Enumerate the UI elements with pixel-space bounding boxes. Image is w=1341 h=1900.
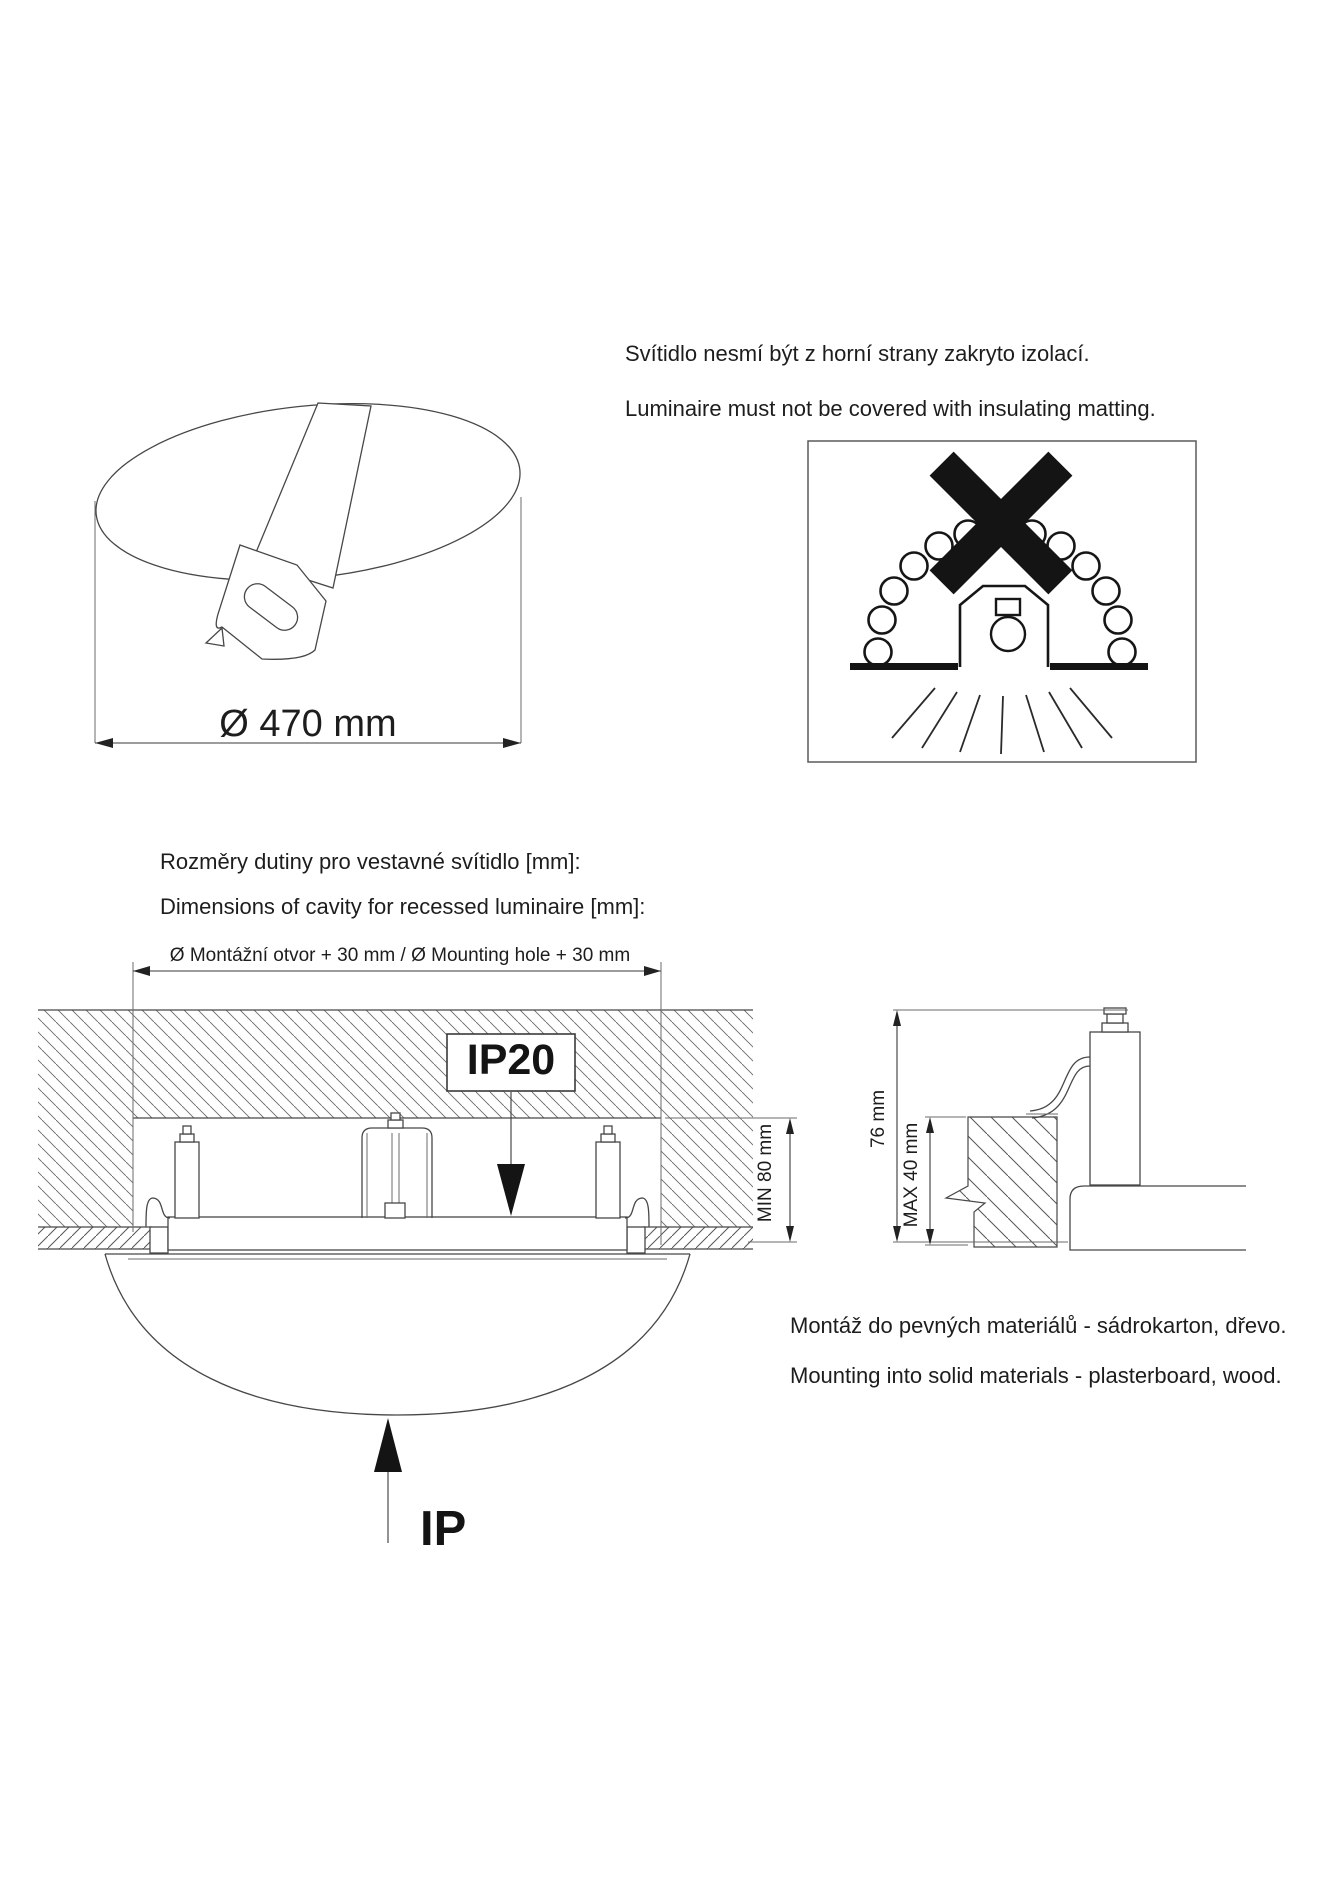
hole-dim-arrow-left-icon — [133, 966, 150, 976]
heading-english: Dimensions of cavity for recessed luminaire [mm]: — [160, 894, 646, 919]
luminaire-hole-sketch — [87, 384, 529, 748]
notice-czech: Svítidlo nesmí být z horní strany zakryto izolací. — [625, 341, 1090, 366]
saw-tip — [206, 628, 224, 646]
dimension-arrow-left-icon — [95, 738, 113, 748]
min-depth-label: MIN 80 mm — [755, 1123, 776, 1223]
panel-block — [946, 1117, 1057, 1247]
ip-pointer — [374, 1418, 466, 1556]
detail-post — [1090, 1008, 1140, 1185]
mounting-post-left — [175, 1126, 199, 1218]
total-height-label: 76 mm — [868, 1089, 889, 1149]
min-depth-arrow-up-icon — [786, 1118, 794, 1134]
trim-ring-left — [150, 1227, 168, 1253]
spring-clip-right — [625, 1198, 649, 1227]
cavity-heading — [160, 849, 645, 919]
structure-hatch-right — [661, 1118, 753, 1227]
ceiling-hatch-left — [38, 1227, 152, 1249]
notice-english: Luminaire must not be covered with insulating matting. — [625, 396, 1156, 421]
spring-clip-left — [146, 1198, 170, 1227]
edge-mount-detail — [868, 1008, 1246, 1250]
height-arrow-down-icon — [893, 1226, 901, 1242]
mounting-note — [790, 1313, 1286, 1388]
max-panel-dimension — [901, 1117, 968, 1245]
heading-czech: Rozměry dutiny pro vestavné svítidlo [mm]: — [160, 849, 581, 874]
trim-ring-right — [627, 1227, 645, 1253]
mounting-post-right — [596, 1126, 620, 1218]
structure-hatch-band — [38, 1010, 753, 1118]
no-insulation-symbol — [808, 441, 1196, 762]
structure-hatch-left — [38, 1118, 133, 1227]
hole-dim-arrow-right-icon — [644, 966, 661, 976]
cavity-cross-section — [38, 945, 797, 1556]
cable-gland-icon — [996, 599, 1020, 615]
lamp-circle-icon — [991, 617, 1025, 651]
dimension-arrow-right-icon — [503, 738, 521, 748]
max-panel-arrow-down-icon — [926, 1229, 934, 1245]
ip20-arrow-icon — [497, 1164, 525, 1216]
ceiling-bar-left — [850, 663, 958, 670]
ip-arrow-icon — [374, 1418, 402, 1472]
luminaire-base-plate — [168, 1217, 627, 1250]
mounting-note-czech: Montáž do pevných materiálů - sádrokarton, dřevo. — [790, 1313, 1287, 1338]
center-bracket — [362, 1113, 432, 1218]
max-panel-label: MAX 40 mm — [901, 1122, 922, 1228]
hole-dimension-label: Ø Montážní otvor + 30 mm / Ø Mounting hole + 30 mm — [169, 945, 631, 966]
max-panel-arrow-up-icon — [926, 1117, 934, 1133]
detail-spring-clip — [1026, 1057, 1090, 1118]
ip-pointer-label: IP — [420, 1502, 467, 1556]
mounting-note-english: Mounting into solid materials - plasterboard, wood. — [790, 1363, 1282, 1388]
ip20-callout — [447, 1034, 575, 1216]
min-depth-arrow-down-icon — [786, 1226, 794, 1242]
ceiling-bar-right — [1050, 663, 1148, 670]
insulation-notice — [625, 341, 1156, 421]
height-arrow-up-icon — [893, 1010, 901, 1026]
detail-luminaire-body — [1070, 1186, 1246, 1250]
glass-dome — [105, 1254, 690, 1415]
ip20-badge-label: IP20 — [466, 1036, 556, 1084]
diameter-label: Ø 470 mm — [219, 703, 397, 745]
